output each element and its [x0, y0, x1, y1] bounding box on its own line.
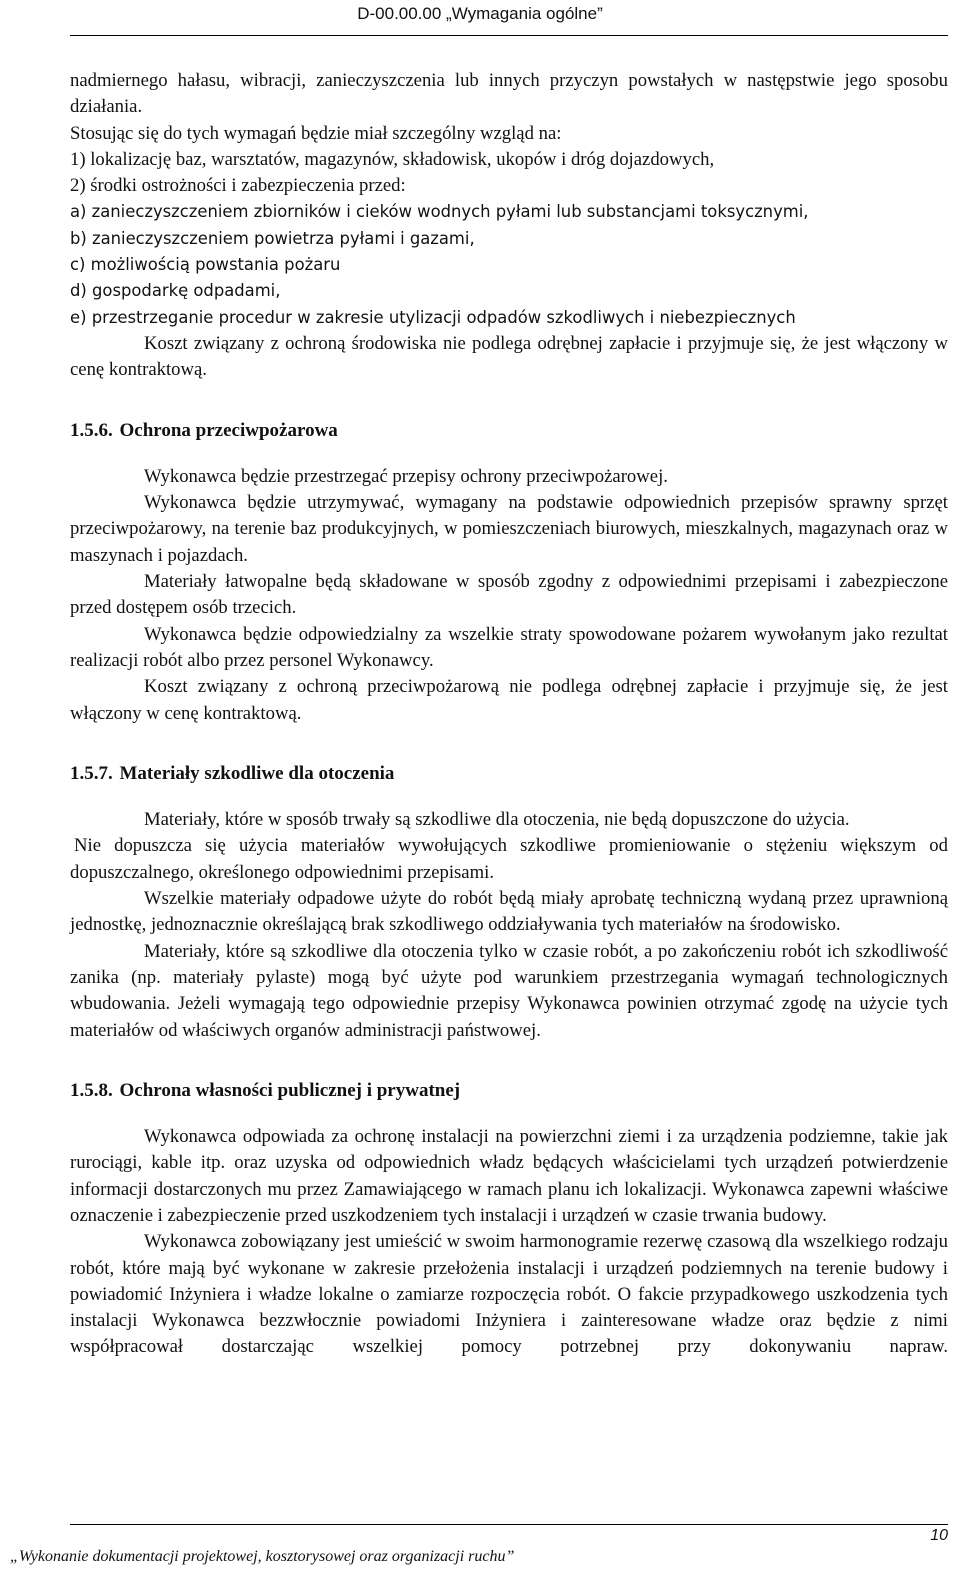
sub-list-item: d) gospodarkę odpadami, — [70, 281, 281, 301]
paragraph: Koszt związany z ochroną przeciwpożarową nie podlega odrębnej zapłacie i przyjmuje się, że jest włączony w cenę kontraktową. — [70, 676, 948, 724]
paragraph: Wszelkie materiały odpadowe użyte do robót będą miały aprobatę techniczną wydaną przez uprawnioną jednostkę, jednoznacznie określającą brak szkodliwego oddziaływania tych materiałów na środowisko. — [70, 888, 948, 936]
sub-list-item: a) zanieczyszczeniem zbiorników i cieków wodnych pyłami lub substancjami toksycznymi, — [70, 202, 809, 222]
paragraph: Stosując się do tych wymagań będzie miał szczególny wzgląd na: — [70, 122, 562, 144]
list-item: 2) środki ostrożności i zabezpieczenia przed: — [70, 175, 406, 197]
page-number: 10 — [930, 1527, 948, 1544]
section-heading-1-5-8 — [70, 1078, 948, 1104]
paragraph: Materiały, które w sposób trwały są szkodliwe dla otoczenia, nie będą dopuszczone do użycia. — [144, 809, 850, 831]
sub-list-item: e) przestrzeganie procedur w zakresie utylizacji odpadów szkodliwych i niebezpiecznych — [70, 307, 796, 327]
paragraph: Wykonawca będzie odpowiedzialny za wszelkie straty spowodowane pożarem wywołanym jako rezultat realizacji robót albo przez personel Wykonawcy. — [70, 623, 948, 671]
page-footer: „Wykonanie dokumentacji projektowej, kosztorysowej oraz organizacji ruchu” — [10, 1548, 515, 1565]
paragraph: Wykonawca będzie utrzymywać, wymagany na podstawie odpowiednich przepisów sprawny sprzęt przeciwpożarowy, na terenie baz produkcyjnych, w pomieszczeniach biurowych, mieszkalnych, magazynach oraz w maszynach i pojazdach. — [70, 492, 948, 566]
page-header: D-00.00.00 „Wymagania ogólne” — [357, 4, 603, 23]
sub-list-item: b) zanieczyszczeniem powietrza pyłami i gazami, — [70, 228, 475, 248]
section-number: 1.5.7. — [70, 762, 113, 784]
paragraph: nadmiernego hałasu, wibracji, zanieczyszczenia lub innych przyczyn powstałych w następstwie jego sposobu działania. — [70, 70, 948, 118]
section-number: 1.5.6. — [70, 419, 113, 441]
section-heading-1-5-6 — [70, 418, 948, 444]
section-title: Ochrona przeciwpożarowa — [119, 419, 338, 441]
section-title: Ochrona własności publicznej i prywatnej — [119, 1079, 461, 1101]
section-heading-1-5-7 — [70, 761, 948, 787]
paragraph: Nie dopuszcza się użycia materiałów wywołujących szkodliwe promieniowanie o stężeniu większym od dopuszczalnego, określonego odpowiednimi przepisami. — [70, 835, 948, 883]
paragraph: Materiały, które są szkodliwe dla otoczenia tylko w czasie robót, a po zakończeniu robót ich szkodliwość zanika (np. materiały pylaste) mogą być użyte pod warunkiem przestrzegania wymagań technologicznych wbudowania. Jeżeli wymagają tego odpowiednie przepisy Wykonawca powinien otrzymać zgodę na użycie tych materiałów od właściwych organów administracji państwowej. — [70, 940, 948, 1041]
paragraph: Koszt związany z ochroną środowiska nie podlega odrębnej zapłacie i przyjmuje się, że jest włączony w cenę kontraktową. — [70, 332, 948, 381]
paragraph: Materiały łatwopalne będą składowane w sposób zgodny z odpowiednimi przepisami i zabezpieczone przed dostępem osób trzecich. — [70, 571, 948, 619]
sub-list-item: c) możliwością powstania pożaru — [70, 255, 341, 275]
list-item: 1) lokalizację baz, warsztatów, magazynów, składowisk, ukopów i dróg dojazdowych, — [70, 148, 715, 170]
paragraph: Wykonawca odpowiada za ochronę instalacji na powierzchni ziemi i za urządzenia podziemne, takie jak rurociągi, kable itp. oraz uzyska od odpowiednich władz będących właścicielami tych urządzeń potwierdzenie informacji dostarczonych mu przez Zamawiającego w ramach planu ich lokalizacji. Wykonawca zapewni właściwe oznaczenie i zabezpieczenie przed uszkodzeniem tych instalacji i urządzeń w czasie trwania budowy. — [70, 1126, 948, 1226]
document-body — [70, 68, 948, 1361]
header-divider — [70, 35, 948, 36]
paragraph: Wykonawca zobowiązany jest umieścić w swoim harmonogramie rezerwę czasową dla wszelkiego rodzaju robót, które mają być wykonane w zakresie przełożenia instalacji i urządzeń podziemnych na terenie budowy i powiadomić Inżyniera i władze lokalne o zamiarze rozpoczęcia robót. O fakcie przypadkowego uszkodzenia tych instalacji Wykonawca bezzwłocznie powiadomi Inżyniera i zainteresowane władze oraz będzie z nimi współpracował dostarczając wszelkiej pomocy potrzebnej przy dokonywaniu napraw. — [70, 1231, 948, 1358]
paragraph: Wykonawca będzie przestrzegać przepisy ochrony przeciwpożarowej. — [144, 465, 668, 487]
footer-divider — [70, 1524, 948, 1525]
section-title: Materiały szkodliwe dla otoczenia — [119, 762, 395, 784]
section-number: 1.5.8. — [70, 1079, 113, 1101]
